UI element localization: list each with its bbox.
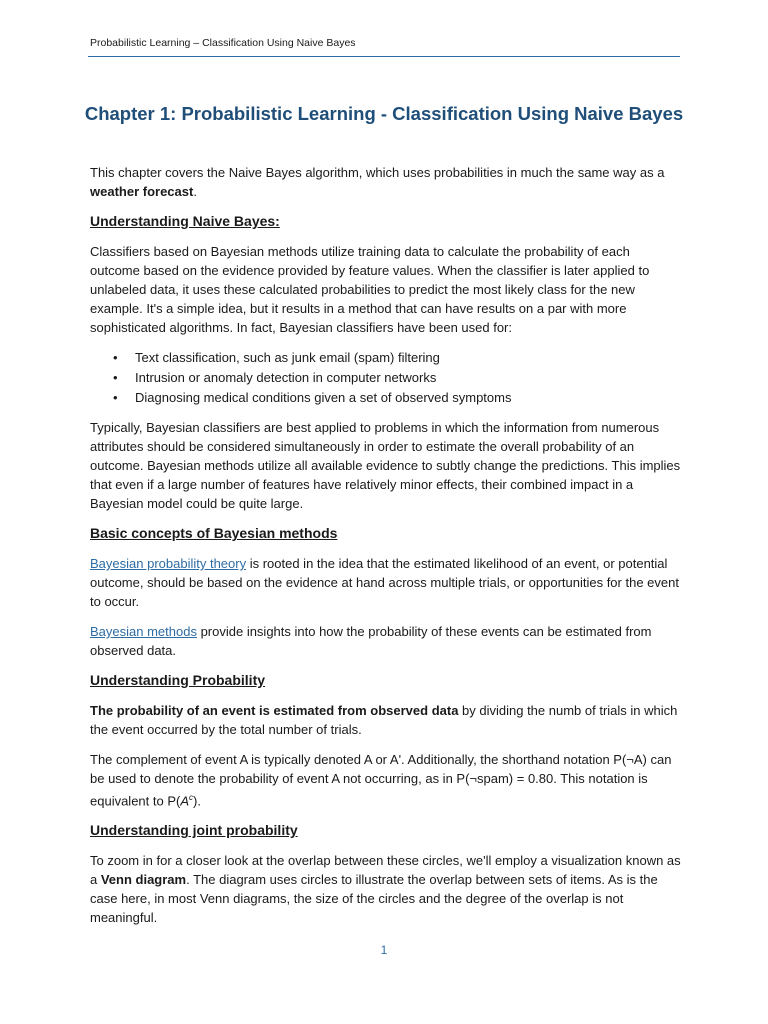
applications-list [90, 348, 682, 408]
complement-paragraph: The complement of event A is typically denoted A or A'. Additionally, the shorthand notation P(¬A) can be used to denote the probability of event A not occurring, as in P(¬spam) = 0.80. This notation is equivalent to $P(A^c)$. [90, 752, 672, 809]
page-number: 1 [380, 943, 388, 957]
list-item: • Intrusion or anomaly detection in computer networks [135, 368, 682, 388]
bayesian-classifiers-paragraph: Typically, Bayesian classifiers are best applied to problems in which the information from numerous attributes should be considered simultaneously in order to estimate the overall probability of an outcome. Bayesian methods utilize all available evidence to subtly change the predictions. This implies that even if a large number of features have relatively minor effects, their combined impact in a Bayesian model could be quite large. [90, 420, 681, 511]
heading-joint-probability: Understanding joint probability [90, 822, 298, 839]
naive-bayes-paragraph: Classifiers based on Bayesian methods utilize training data to calculate the probability of each outcome based on the evidence provided by feature values. When the classifier is later applied to unlabeled data, it uses these calculated probabilities to predict the most likely class for the new example. It's a simple idea, but it results in a method that can have results on a par with more sophisticated algorithms. In fact, Bayesian classifiers have been used for: [90, 244, 650, 335]
bullet-icon: • [113, 390, 118, 405]
document-body [90, 163, 682, 938]
heading-understanding-naive-bayes: Understanding Naive Bayes: [90, 213, 280, 229]
list-item: • Text classification, such as junk email (spam) filtering [135, 348, 682, 368]
bullet-icon: • [113, 350, 118, 365]
venn-diagram-paragraph: To zoom in for a closer look at the overlap between these circles, we'll employ a visualization known as a Venn diagram. The diagram uses circles to illustrate the overlap between sets of items. As is the case here, in most Venn diagrams, the size of the circles and the degree of the overlap is not meaningful. [90, 853, 681, 926]
intro-paragraph: This chapter covers the Naive Bayes algorithm, which uses probabilities in much the same way as a weather forecast. [90, 165, 665, 199]
bullet-icon: • [113, 370, 118, 385]
chapter-title: Chapter 1: Probabilistic Learning - Classification Using Naive Bayes [84, 103, 684, 124]
running-header: Probabilistic Learning – Classification Using Naive Bayes [90, 37, 356, 49]
heading-basic-concepts: Basic concepts of Bayesian methods [90, 525, 338, 541]
weather-forecast-bold: weather forecast [90, 184, 194, 199]
bayesian-methods-paragraph: Bayesian methods provide insights into how the probability of these events can be estimated from observed data. [90, 624, 652, 658]
bayesian-methods-link[interactable]: Bayesian methods [90, 624, 197, 639]
probability-estimate-paragraph: The probability of an event is estimated from observed data by dividing the numb of trials in which the event occurred by the total number of trials. [90, 703, 678, 737]
heading-understanding-probability: Understanding Probability [90, 672, 266, 688]
probability-theory-paragraph: Bayesian probability theory is rooted in the idea that the estimated likelihood of an event, or potential outcome, should be based on the evidence at hand across multiple trials, or opportunities for the event to occur. [90, 556, 679, 609]
bayesian-probability-theory-link[interactable]: Bayesian probability theory [90, 556, 247, 571]
header-divider [88, 56, 680, 57]
list-item: • Diagnosing medical conditions given a set of observed symptoms [135, 388, 682, 408]
